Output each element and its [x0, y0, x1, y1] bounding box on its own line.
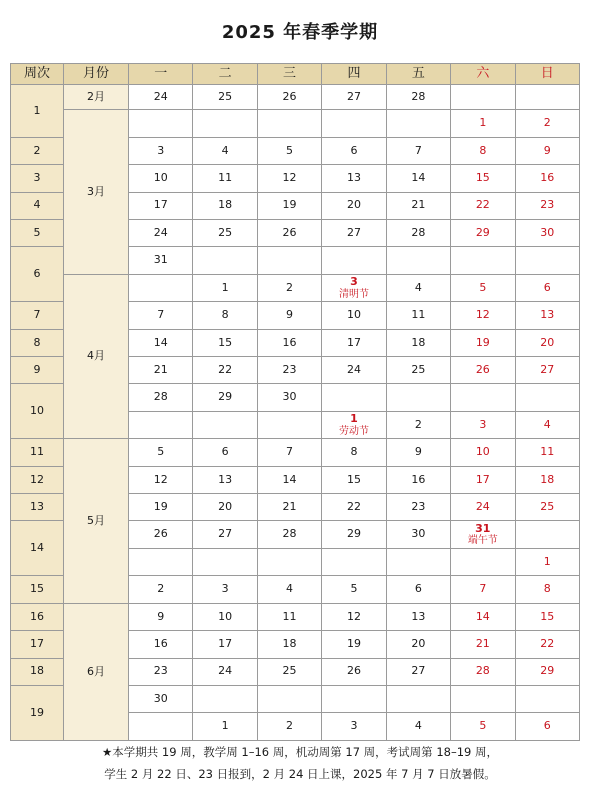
month-label: 2月 — [64, 85, 129, 110]
day-cell: 20 — [515, 329, 579, 356]
day-cell: 13 — [193, 466, 257, 493]
day-cell — [322, 685, 386, 712]
day-cell: 29 — [193, 384, 257, 411]
day-cell: 28 — [129, 384, 193, 411]
day-cell — [451, 247, 515, 274]
day-cell: 19 — [129, 494, 193, 521]
day-cell: 14 — [257, 466, 321, 493]
day-cell: 9 — [129, 603, 193, 630]
day-cell: 17 — [129, 192, 193, 219]
day-cell: 26 — [451, 357, 515, 384]
day-cell — [129, 548, 193, 575]
day-cell: 30 — [515, 220, 579, 247]
day-cell: 29 — [451, 220, 515, 247]
header-thu: 四 — [322, 64, 386, 85]
day-cell: 16 — [129, 631, 193, 658]
day-cell: 5 — [257, 137, 321, 164]
day-cell: 10 — [451, 439, 515, 466]
day-cell: 6 — [386, 576, 450, 603]
day-cell: 24 — [451, 494, 515, 521]
day-cell: 21 — [451, 631, 515, 658]
day-cell — [451, 85, 515, 110]
day-cell: 3 — [129, 137, 193, 164]
day-cell: 28 — [257, 521, 321, 548]
day-cell: 18 — [386, 329, 450, 356]
day-cell: 10 — [129, 165, 193, 192]
day-cell: 14 — [451, 603, 515, 630]
week-number: 14 — [11, 521, 64, 576]
day-cell: 26 — [322, 658, 386, 685]
day-cell: 8 — [322, 439, 386, 466]
week-number: 1 — [11, 85, 64, 138]
day-cell: 30 — [129, 685, 193, 712]
calendar-table — [10, 63, 580, 741]
day-cell — [386, 685, 450, 712]
day-cell: 5 — [451, 713, 515, 741]
day-cell — [129, 411, 193, 438]
day-cell: 18 — [193, 192, 257, 219]
day-cell — [386, 384, 450, 411]
day-cell: 12 — [322, 603, 386, 630]
day-cell — [322, 110, 386, 137]
day-cell: 5 — [451, 274, 515, 301]
day-cell: 17 — [451, 466, 515, 493]
day-cell: 16 — [257, 329, 321, 356]
day-cell: 4 — [193, 137, 257, 164]
day-cell: 7 — [451, 576, 515, 603]
day-cell — [129, 110, 193, 137]
day-cell: 20 — [386, 631, 450, 658]
day-cell — [129, 274, 193, 301]
day-cell: 19 — [322, 631, 386, 658]
week-number: 8 — [11, 329, 64, 356]
day-cell — [193, 411, 257, 438]
day-cell: 11 — [386, 302, 450, 329]
day-cell: 19 — [451, 329, 515, 356]
week-number: 2 — [11, 137, 64, 164]
day-cell: 1 — [515, 548, 579, 575]
header-sun: 日 — [515, 64, 579, 85]
day-cell: 30 — [257, 384, 321, 411]
day-cell: 27 — [322, 85, 386, 110]
day-cell: 21 — [386, 192, 450, 219]
day-cell: 22 — [451, 192, 515, 219]
day-cell: 17 — [322, 329, 386, 356]
day-cell: 8 — [515, 576, 579, 603]
day-cell: 15 — [193, 329, 257, 356]
week-number: 11 — [11, 439, 64, 466]
day-cell: 16 — [515, 165, 579, 192]
day-cell: 4 — [386, 274, 450, 301]
day-cell: 15 — [515, 603, 579, 630]
day-cell — [257, 548, 321, 575]
week-number: 16 — [11, 603, 64, 630]
day-cell — [193, 110, 257, 137]
month-label: 6月 — [64, 603, 129, 740]
day-cell: 3 — [451, 411, 515, 438]
day-cell — [257, 110, 321, 137]
header-row — [11, 64, 580, 85]
day-cell: 28 — [386, 220, 450, 247]
day-cell — [451, 521, 515, 548]
day-cell: 1 — [193, 274, 257, 301]
day-cell: 2 — [515, 110, 579, 137]
day-cell: 3 — [322, 713, 386, 741]
day-cell — [386, 548, 450, 575]
day-cell: 26 — [257, 220, 321, 247]
day-cell: 6 — [193, 439, 257, 466]
day-cell — [515, 384, 579, 411]
day-cell: 26 — [257, 85, 321, 110]
holiday-date: 1 — [350, 411, 358, 425]
day-cell: 9 — [386, 439, 450, 466]
week-number: 5 — [11, 220, 64, 247]
day-cell: 10 — [322, 302, 386, 329]
day-cell: 24 — [322, 357, 386, 384]
day-cell: 12 — [129, 466, 193, 493]
day-cell: 25 — [193, 85, 257, 110]
header-sat: 六 — [451, 64, 515, 85]
day-cell: 12 — [257, 165, 321, 192]
month-label: 4月 — [64, 274, 129, 438]
day-cell: 22 — [193, 357, 257, 384]
day-cell: 8 — [193, 302, 257, 329]
day-cell: 1 — [451, 110, 515, 137]
day-cell: 7 — [386, 137, 450, 164]
day-cell — [515, 521, 579, 548]
table-row — [11, 603, 580, 630]
day-cell: 13 — [322, 165, 386, 192]
day-cell: 6 — [515, 274, 579, 301]
day-cell: 2 — [257, 713, 321, 741]
day-cell: 17 — [193, 631, 257, 658]
day-cell — [451, 548, 515, 575]
day-cell: 23 — [515, 192, 579, 219]
week-number: 10 — [11, 384, 64, 439]
day-cell: 12 — [451, 302, 515, 329]
day-cell: 13 — [515, 302, 579, 329]
day-cell: 11 — [515, 439, 579, 466]
day-cell — [386, 110, 450, 137]
day-cell: 9 — [257, 302, 321, 329]
day-cell: 19 — [257, 192, 321, 219]
day-cell — [515, 247, 579, 274]
day-cell: 22 — [515, 631, 579, 658]
header-week: 周次 — [11, 64, 64, 85]
day-cell — [257, 411, 321, 438]
day-cell: 20 — [193, 494, 257, 521]
day-cell: 21 — [129, 357, 193, 384]
holiday-name: 端午节 — [467, 535, 498, 547]
day-cell: 4 — [386, 713, 450, 741]
week-number: 19 — [11, 685, 64, 740]
holiday-name: 劳动节 — [338, 425, 369, 437]
week-number: 7 — [11, 302, 64, 329]
holiday-name: 清明节 — [338, 288, 369, 300]
day-cell — [193, 548, 257, 575]
day-cell: 14 — [129, 329, 193, 356]
day-cell: 6 — [322, 137, 386, 164]
day-cell: 23 — [257, 357, 321, 384]
header-wed: 三 — [257, 64, 321, 85]
day-cell: 25 — [193, 220, 257, 247]
day-cell — [322, 274, 386, 301]
day-cell — [451, 384, 515, 411]
day-cell: 16 — [386, 466, 450, 493]
calendar-body — [11, 85, 580, 741]
week-number: 9 — [11, 357, 64, 384]
day-cell: 22 — [322, 494, 386, 521]
day-cell: 14 — [386, 165, 450, 192]
week-number: 13 — [11, 494, 64, 521]
day-cell: 18 — [257, 631, 321, 658]
holiday-date: 31 — [475, 521, 491, 535]
week-number: 3 — [11, 165, 64, 192]
day-cell: 6 — [515, 713, 579, 741]
day-cell — [386, 247, 450, 274]
day-cell: 2 — [386, 411, 450, 438]
day-cell: 5 — [129, 439, 193, 466]
day-cell: 11 — [257, 603, 321, 630]
holiday-date: 3 — [350, 274, 358, 288]
table-row — [11, 274, 580, 301]
day-cell: 9 — [515, 137, 579, 164]
day-cell: 2 — [257, 274, 321, 301]
day-cell: 8 — [451, 137, 515, 164]
week-number: 6 — [11, 247, 64, 302]
day-cell: 4 — [515, 411, 579, 438]
week-number: 12 — [11, 466, 64, 493]
day-cell: 4 — [257, 576, 321, 603]
week-number: 15 — [11, 576, 64, 603]
day-cell — [322, 247, 386, 274]
day-cell — [515, 685, 579, 712]
table-row — [11, 85, 580, 110]
table-row — [11, 110, 580, 137]
day-cell: 27 — [386, 658, 450, 685]
day-cell: 26 — [129, 521, 193, 548]
day-cell: 28 — [451, 658, 515, 685]
footnote-line-2: 学生 2 月 22 日、23 日报到，2 月 24 日上课，2025 年 7 月 7 日放暑假。 — [104, 767, 496, 781]
page-title: 2025 年春季学期 — [221, 22, 379, 43]
day-cell: 24 — [129, 220, 193, 247]
day-cell: 23 — [386, 494, 450, 521]
day-cell: 11 — [193, 165, 257, 192]
day-cell: 7 — [129, 302, 193, 329]
day-cell: 13 — [386, 603, 450, 630]
day-cell — [129, 713, 193, 741]
day-cell — [515, 85, 579, 110]
day-cell: 15 — [451, 165, 515, 192]
day-cell — [451, 685, 515, 712]
day-cell: 28 — [386, 85, 450, 110]
footnote-line-1: ★本学期共 19 周，教学周 1–16 周，机动周第 17 周，考试周第 18–19 周， — [101, 745, 499, 759]
day-cell: 27 — [322, 220, 386, 247]
day-cell: 24 — [129, 85, 193, 110]
day-cell — [322, 548, 386, 575]
day-cell: 18 — [515, 466, 579, 493]
day-cell: 1 — [193, 713, 257, 741]
day-cell: 15 — [322, 466, 386, 493]
week-number: 17 — [11, 631, 64, 658]
day-cell: 5 — [322, 576, 386, 603]
day-cell: 25 — [515, 494, 579, 521]
day-cell: 25 — [257, 658, 321, 685]
day-cell — [322, 384, 386, 411]
header-mon: 一 — [129, 64, 193, 85]
month-label: 5月 — [64, 439, 129, 603]
day-cell: 29 — [515, 658, 579, 685]
day-cell — [257, 247, 321, 274]
header-tue: 二 — [193, 64, 257, 85]
day-cell: 7 — [257, 439, 321, 466]
month-label: 3月 — [64, 110, 129, 274]
day-cell — [257, 685, 321, 712]
header-month: 月份 — [64, 64, 129, 85]
day-cell: 24 — [193, 658, 257, 685]
day-cell: 25 — [386, 357, 450, 384]
header-fri: 五 — [386, 64, 450, 85]
table-row — [11, 439, 580, 466]
day-cell: 23 — [129, 658, 193, 685]
day-cell: 27 — [515, 357, 579, 384]
day-cell — [322, 411, 386, 438]
day-cell: 2 — [129, 576, 193, 603]
day-cell: 3 — [193, 576, 257, 603]
day-cell: 27 — [193, 521, 257, 548]
day-cell: 31 — [129, 247, 193, 274]
day-cell: 20 — [322, 192, 386, 219]
week-number: 4 — [11, 192, 64, 219]
week-number: 18 — [11, 658, 64, 685]
day-cell: 30 — [386, 521, 450, 548]
day-cell: 10 — [193, 603, 257, 630]
day-cell: 29 — [322, 521, 386, 548]
day-cell — [193, 685, 257, 712]
day-cell: 21 — [257, 494, 321, 521]
day-cell — [193, 247, 257, 274]
